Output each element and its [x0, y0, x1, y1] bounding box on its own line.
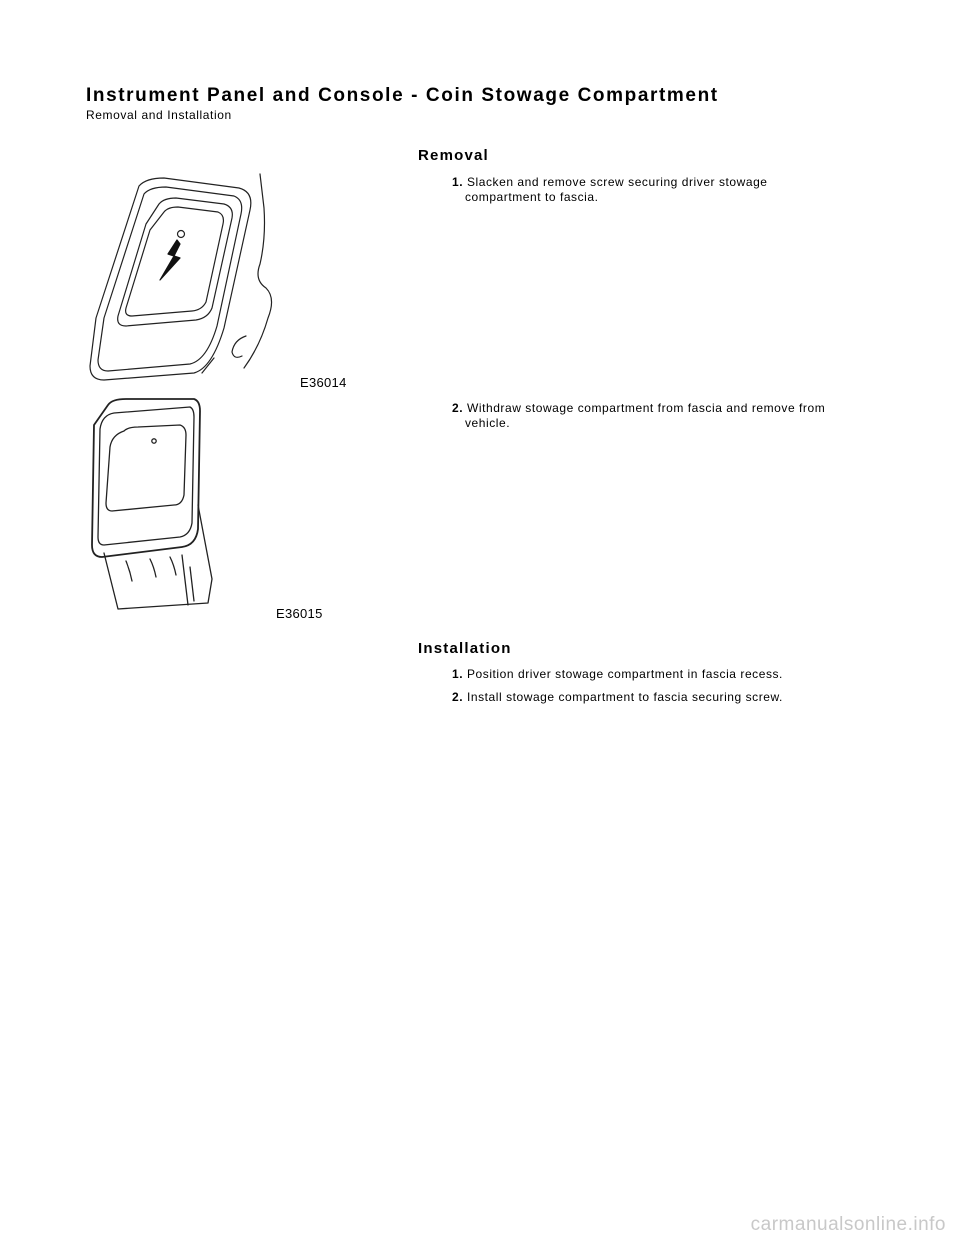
step-number: 1.: [452, 667, 464, 681]
page-subtitle: Removal and Installation: [86, 108, 232, 122]
step-text-continued: compartment to fascia.: [465, 190, 599, 204]
step-text: Position driver stowage compartment in fascia recess.: [467, 667, 783, 681]
step-number: 2.: [452, 690, 464, 704]
step-text: Withdraw stowage compartment from fascia and remove from: [467, 401, 826, 415]
page-title: Instrument Panel and Console - Coin Stowage Compartment: [86, 85, 719, 106]
removal-step-1: [452, 175, 882, 205]
figure-label: E36015: [276, 606, 323, 621]
figure-label: E36014: [300, 375, 347, 390]
figure-screw-location: [84, 168, 284, 390]
step-text-continued: vehicle.: [465, 416, 511, 430]
removal-heading: Removal: [418, 147, 489, 164]
figure-compartment-removed: [86, 395, 226, 617]
installation-step-2: [452, 690, 882, 705]
step-text: Slacken and remove screw securing driver stowage: [467, 175, 768, 189]
step-text: Install stowage compartment to fascia securing screw.: [467, 690, 783, 704]
watermark: carmanualsonline.info: [750, 1214, 946, 1235]
installation-step-1: [452, 667, 882, 682]
removal-step-2: [452, 401, 882, 431]
step-number: 2.: [452, 401, 464, 415]
step-number: 1.: [452, 175, 464, 189]
installation-heading: Installation: [418, 640, 512, 657]
